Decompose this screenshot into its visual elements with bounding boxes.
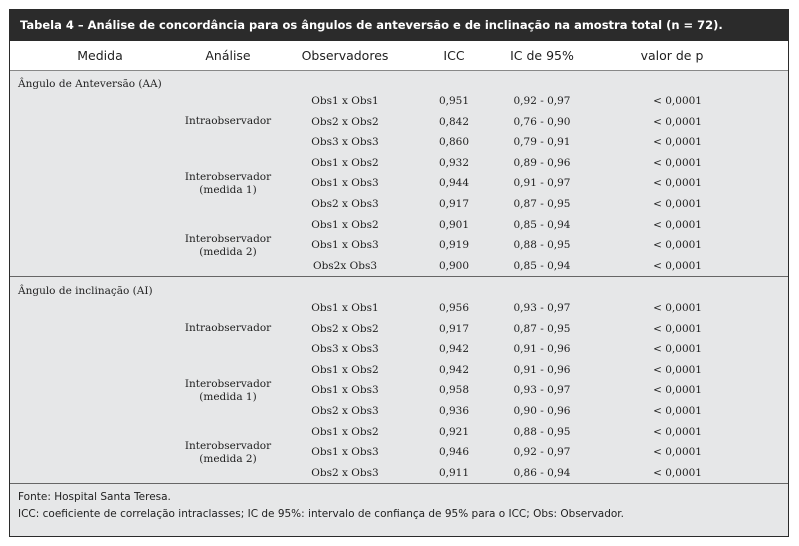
icc-cell: 0,911 [438,466,470,479]
ic95-cell: 0,91 - 0,96 [513,363,571,376]
ic95-cell: 0,92 - 0,97 [513,446,571,459]
table-frame [9,9,789,537]
analysis-label: Interobservador (medida 1) [184,377,272,403]
icc-cell: 0,944 [438,177,470,190]
header-icc: ICC [443,48,465,63]
observers-cell: Obs3 x Obs3 [311,343,379,356]
icc-cell: 0,917 [438,322,470,335]
p-value-cell: < 0,0001 [653,405,702,417]
observers-cell: Obs2 x Obs3 [311,405,379,417]
observers-cell: Obs1 x Obs2 [311,425,379,438]
ic95-cell: 0,85 - 0,94 [513,259,571,272]
p-value-cell: < 0,0001 [653,239,702,252]
footer-source: Fonte: Hospital Santa Teresa. [18,491,171,503]
observers-cell: Obs3 x Obs3 [311,136,379,149]
p-value-cell: < 0,0001 [653,343,702,356]
p-value-cell: < 0,0001 [653,322,702,335]
p-value-cell: < 0,0001 [653,218,702,231]
p-value-cell: < 0,0001 [653,302,702,314]
header-medida: Medida [77,48,123,63]
icc-cell: 0,919 [438,239,470,252]
ic95-cell: 0,86 - 0,94 [513,466,571,479]
observers-cell: Obs1 x Obs2 [311,156,379,169]
group-label: Ângulo de inclinação (AI) [18,285,153,297]
p-value-cell: < 0,0001 [653,115,702,128]
ic95-cell: 0,87 - 0,95 [513,198,571,210]
icc-cell: 0,958 [438,384,470,397]
icc-cell: 0,917 [438,198,470,210]
observers-cell: Obs1 x Obs3 [311,384,379,397]
p-value-cell: < 0,0001 [653,384,702,397]
analysis-label: Intraobservador [184,322,272,335]
icc-cell: 0,921 [438,425,470,438]
observers-cell: Obs1 x Obs1 [311,95,379,107]
group-label: Ângulo de Anteversão (AA) [18,78,162,90]
analysis-label: Interobservador (medida 2) [184,232,272,258]
icc-cell: 0,932 [438,156,470,169]
p-value-cell: < 0,0001 [653,198,702,210]
ic95-cell: 0,76 - 0,90 [513,115,571,128]
header-ic95: IC de 95% [510,48,574,63]
p-value-cell: < 0,0001 [653,136,702,149]
p-value-cell: < 0,0001 [653,259,702,272]
icc-cell: 0,901 [438,218,470,231]
table-header [10,41,788,71]
p-value-cell: < 0,0001 [653,177,702,190]
icc-cell: 0,842 [438,115,470,128]
analysis-label: Interobservador (medida 1) [184,170,272,196]
header-analise: Análise [205,48,251,63]
icc-cell: 0,942 [438,343,470,356]
icc-cell: 0,942 [438,363,470,376]
analysis-label: Interobservador (medida 2) [184,439,272,465]
icc-cell: 0,936 [438,405,470,417]
observers-cell: Obs2 x Obs3 [311,466,379,479]
ic95-cell: 0,85 - 0,94 [513,218,571,231]
p-value-cell: < 0,0001 [653,425,702,438]
observers-cell: Obs1 x Obs2 [311,218,379,231]
footer-divider [10,483,788,484]
footer-note: ICC: coeficiente de correlação intraclasses; IC de 95%: intervalo de confiança de 95% para o ICC; Obs: Observador. [18,508,624,520]
ic95-cell: 0,93 - 0,97 [513,302,571,314]
observers-cell: Obs1 x Obs2 [311,363,379,376]
icc-cell: 0,946 [438,446,470,459]
ic95-cell: 0,88 - 0,95 [513,239,571,252]
observers-cell: Obs2 x Obs2 [311,115,379,128]
icc-cell: 0,956 [438,302,470,314]
ic95-cell: 0,89 - 0,96 [513,156,571,169]
ic95-cell: 0,91 - 0,97 [513,177,571,190]
p-value-cell: < 0,0001 [653,363,702,376]
ic95-cell: 0,92 - 0,97 [513,95,571,107]
icc-cell: 0,951 [438,95,470,107]
ic95-cell: 0,90 - 0,96 [513,405,571,417]
observers-cell: Obs2x Obs3 [312,259,378,272]
icc-cell: 0,860 [438,136,470,149]
icc-cell: 0,900 [438,259,470,272]
header-observadores: Observadores [301,48,389,63]
ic95-cell: 0,93 - 0,97 [513,384,571,397]
ic95-cell: 0,91 - 0,96 [513,343,571,356]
observers-cell: Obs1 x Obs3 [311,239,379,252]
observers-cell: Obs2 x Obs3 [311,198,379,210]
ic95-cell: 0,88 - 0,95 [513,425,571,438]
observers-cell: Obs1 x Obs1 [311,302,379,314]
observers-cell: Obs1 x Obs3 [311,446,379,459]
observers-cell: Obs1 x Obs3 [311,177,379,190]
header-p-value: valor de p [640,48,704,63]
observers-cell: Obs2 x Obs2 [311,322,379,335]
ic95-cell: 0,79 - 0,91 [513,136,571,149]
p-value-cell: < 0,0001 [653,446,702,459]
p-value-cell: < 0,0001 [653,466,702,479]
table-title: Tabela 4 – Análise de concordância para os ângulos de anteversão e de inclinação na amostra total (n = 72). [10,10,788,41]
analysis-label: Intraobservador [184,115,272,128]
p-value-cell: < 0,0001 [653,95,702,107]
ic95-cell: 0,87 - 0,95 [513,322,571,335]
p-value-cell: < 0,0001 [653,156,702,169]
group-divider [10,276,788,277]
